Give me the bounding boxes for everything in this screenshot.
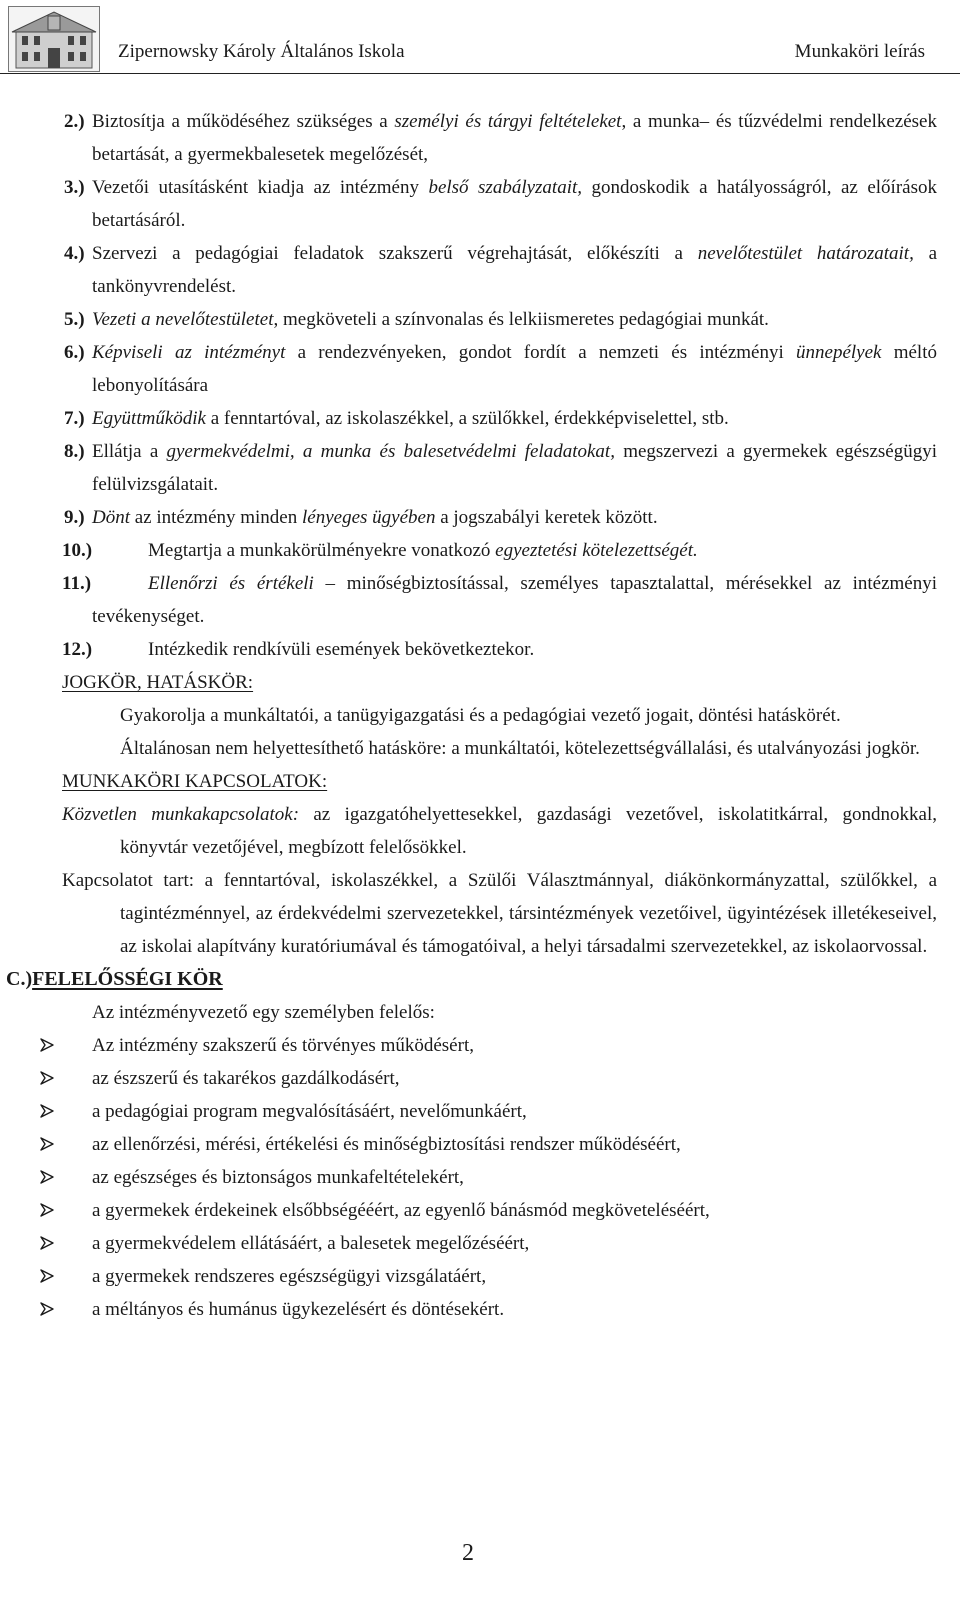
felelossegi-heading (0, 963, 960, 996)
responsibility-intro: Az intézményvezető egy személyben felelős: (92, 1002, 435, 1023)
direct-contacts: Közvetlen munkakapcsolatok: az igazgatóhelyettesekkel, gazdasági vezetővel, iskolatitkárral, gondnokkal, könyvtár vezetőjével, megbízott felelősökkel. (62, 804, 937, 858)
duty-item (0, 303, 937, 336)
duty-number: 8.) (64, 441, 85, 462)
responsibility-item (0, 1095, 937, 1128)
responsibility-text: az egészséges és biztonságos munkafeltételekért, (92, 1167, 464, 1188)
duty-item (0, 336, 937, 402)
responsibility-item (0, 1029, 937, 1062)
duty-number: 5.) (64, 309, 85, 330)
duties-list-continued (0, 534, 960, 666)
arrowhead-bullet-icon (40, 1038, 54, 1052)
duty-item (0, 402, 937, 435)
duty-text: Szervezi a pedagógiai feladatok szakszerű végrehajtását, előkészíti a nevelőtestület határozatait, a tankönyvrendelést. (92, 243, 937, 297)
duty-number: 4.) (64, 243, 85, 264)
section-title: FELELŐSSÉGI KÖR (32, 968, 223, 990)
school-name: Zipernowsky Károly Általános Iskola (118, 41, 405, 62)
jogkor-paragraph: Általánosan nem helyettesíthető hatásköre: a munkáltatói, kötelezettségvállalási, és utalványozási jogkör. (120, 738, 920, 759)
duty-item (0, 171, 937, 237)
responsibility-text: a pedagógiai program megvalósításáért, nevelőmunkáért, (92, 1101, 527, 1122)
duty-text: Intézkedik rendkívüli események bekövetkeztekor. (148, 639, 535, 660)
external-contacts: Kapcsolatot tart: a fenntartóval, iskolaszékkel, a Szülői Választmánnyal, diákönkormányzattal, szülőkkel, a tagintézménnyel, az érdekvédelmi szervezetekkel, társintézmények vezetőivel, ügyintézések illetékeseivel, az iskolai alapítvány kuratóriumával és támogatóival, a helyi társadalmi szervezetekkel, az iskolaorvossal. (62, 870, 937, 957)
responsibility-text: a gyermekek rendszeres egészségügyi vizsgálatáért, (92, 1266, 487, 1287)
duty-number: 9.) (64, 507, 85, 528)
responsibility-text: a gyermekek érdekeinek elsőbbségééért, az egyenlő bánásmód megköveteléséért, (92, 1200, 710, 1221)
section-prefix: C.) (6, 968, 33, 990)
arrowhead-bullet-icon (40, 1236, 54, 1250)
duty-number: 11.) (62, 573, 92, 594)
duty-item (0, 633, 937, 666)
responsibility-text: a méltányos és humánus ügykezelésért és döntésekért. (92, 1299, 505, 1320)
page-number: 2 (462, 1540, 474, 1566)
header-divider (0, 73, 960, 74)
duty-number: 2.) (64, 111, 85, 132)
duties-list (0, 105, 960, 534)
responsibility-list (0, 1029, 960, 1326)
arrowhead-bullet-icon (40, 1170, 54, 1184)
duty-text: Ellenőrzi és értékeli – minőségbiztosítással, személyes tapasztalattal, mérésekkel az intézményi tevékenységet. (92, 573, 937, 627)
duty-text: Ellátja a gyermekvédelmi, a munka és balesetvédelmi feladatokat, megszervezi a gyermekek egészségügyi felülvizsgálatait. (92, 441, 937, 495)
responsibility-text: az ellenőrzési, mérési, értékelési és minőségbiztosítási rendszer működéséért, (92, 1134, 681, 1155)
duty-text: Dönt az intézmény minden lényeges ügyében a jogszabályi keretek között. (92, 507, 658, 528)
arrowhead-bullet-icon (40, 1203, 54, 1217)
arrowhead-bullet-icon (40, 1269, 54, 1283)
arrowhead-bullet-icon (40, 1137, 54, 1151)
duty-number: 3.) (64, 177, 85, 198)
responsibility-item (0, 1128, 937, 1161)
duty-text: Vezetői utasításként kiadja az intézmény belső szabályzatait, gondoskodik a hatályosságról, az előírások betartásáról. (92, 177, 937, 231)
duty-item (0, 435, 937, 501)
duty-item (0, 237, 937, 303)
duty-item (0, 105, 937, 171)
jogkor-heading: JOGKÖR, HATÁSKÖR: (62, 672, 254, 693)
school-building-logo (8, 6, 100, 72)
duty-text: Vezeti a nevelőtestületet, megköveteli a színvonalas és lelkiismeretes pedagógiai munkát. (92, 309, 769, 330)
page-header (0, 0, 960, 74)
arrowhead-bullet-icon (40, 1104, 54, 1118)
duty-text: Biztosítja a működéséhez szükséges a személyi és tárgyi feltételeket, a munka– és tűzvédelmi rendelkezések betartását, a gyermekbalesetek megelőzését, (92, 111, 937, 165)
document-type: Munkaköri leírás (794, 41, 925, 62)
duty-item (0, 501, 937, 534)
responsibility-text: Az intézmény szakszerű és törvényes működésért, (92, 1035, 474, 1056)
duty-text: Képviseli az intézményt a rendezvényeken, gondot fordít a nemzeti és intézményi ünnepélyek méltó lebonyolítására (92, 342, 937, 396)
responsibility-item (0, 1194, 937, 1227)
jogkor-paragraph: Gyakorolja a munkáltatói, a tanügyigazgatási és a pedagógiai vezető jogait, döntési hatáskörét. (120, 705, 841, 726)
document-body (0, 105, 960, 1326)
responsibility-item (0, 1062, 937, 1095)
responsibility-item (0, 1227, 937, 1260)
responsibility-text: az észszerű és takarékos gazdálkodásért, (92, 1068, 400, 1089)
duty-item (0, 567, 937, 633)
duty-text: Együttműködik a fenntartóval, az iskolaszékkel, a szülőkkel, érdekképviselettel, stb. (92, 408, 729, 429)
responsibility-item (0, 1293, 937, 1326)
duty-number: 6.) (64, 342, 85, 363)
duty-number: 7.) (64, 408, 85, 429)
responsibility-item (0, 1260, 937, 1293)
duty-number: 10.) (62, 540, 93, 561)
responsibility-text: a gyermekvédelem ellátásáért, a balesetek megelőzéséért, (92, 1233, 530, 1254)
duty-item (0, 534, 937, 567)
duty-number: 12.) (62, 639, 93, 660)
kapcsolatok-heading: MUNKAKÖRI KAPCSOLATOK: (62, 771, 328, 792)
arrowhead-bullet-icon (40, 1302, 54, 1316)
responsibility-item (0, 1161, 937, 1194)
duty-text: Megtartja a munkakörülményekre vonatkozó egyeztetési kötelezettségét. (148, 540, 698, 561)
arrowhead-bullet-icon (40, 1071, 54, 1085)
